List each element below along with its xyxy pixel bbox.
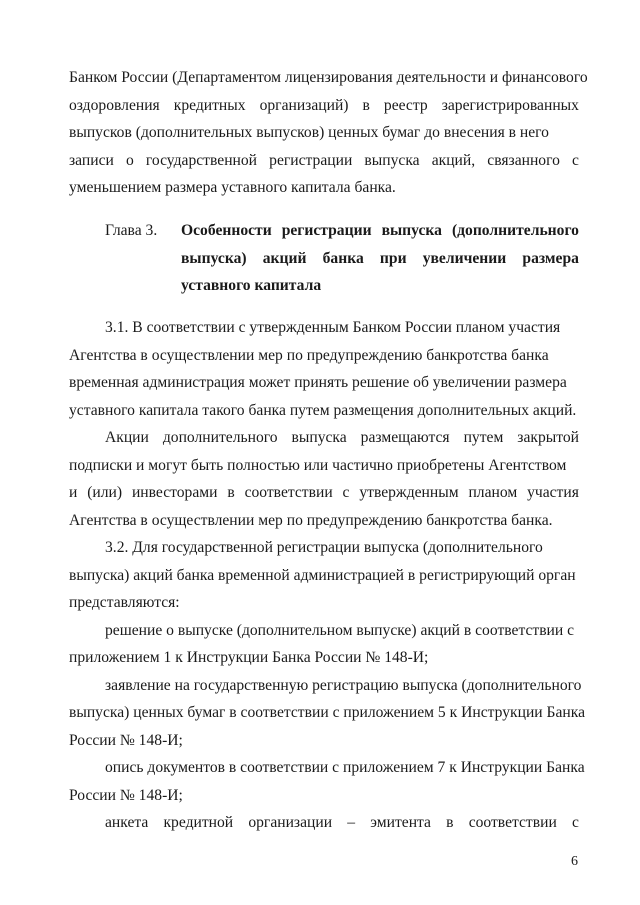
word: эмитента [370, 814, 431, 831]
word: (дополнительного [451, 222, 579, 239]
word: утвержденным [359, 484, 459, 501]
text-line [69, 402, 576, 420]
word: государственной [145, 152, 258, 169]
word: выпуска) [181, 250, 247, 267]
text-line [105, 759, 585, 777]
word: размещаются [360, 429, 450, 446]
word: заявление на государственную регистрацию выпуска (дополнительного [105, 677, 582, 694]
word: инвесторами [131, 484, 218, 501]
word: анкета [105, 814, 149, 831]
text-line [69, 512, 553, 530]
text-line [105, 429, 579, 447]
word: Агентства в осуществлении мер по предупреждению банкротства банка [69, 347, 549, 364]
word: временная администрация может принять решение об увеличении размера [69, 374, 567, 391]
word: приложением 1 к Инструкции Банка России № 148-И; [69, 649, 429, 666]
word: уставного капитала такого банка путем размещения дополнительных акций. [69, 402, 577, 419]
word: Акции [105, 429, 149, 446]
word: организации [248, 814, 333, 831]
word: зарегистрированных [441, 97, 579, 114]
text-line [69, 649, 428, 667]
text-line [105, 814, 579, 832]
word: организаций) [259, 97, 349, 114]
word: выпуска) акций банка временной администрацией в регистрирующий орган [69, 567, 576, 584]
word: соответствии [244, 484, 333, 501]
word: с [571, 814, 579, 831]
text-line [69, 787, 183, 805]
text-line [105, 319, 579, 337]
text-line [69, 567, 579, 585]
word: в [446, 814, 454, 831]
chapter-label-text: Глава 3. [105, 222, 158, 239]
word: в [227, 484, 235, 501]
word: регистрации [269, 152, 353, 169]
word: путем [463, 429, 504, 446]
text-line [69, 704, 586, 722]
word: закрытой [517, 429, 579, 446]
word: решение о выпуске (дополнительном выпуске) акций в соответствии с [105, 622, 575, 639]
word: и [69, 484, 78, 501]
word: подписки и могут быть полностью или частично приобретены Агентством [69, 457, 567, 474]
word: уставного капитала [181, 277, 322, 294]
word: выпуска [381, 222, 442, 239]
word: участия [527, 484, 579, 501]
word: выпуска) ценных бумаг в соответствии с приложением 5 к Инструкции Банка [69, 704, 586, 721]
word: увеличении [422, 250, 507, 267]
word: планом [468, 484, 518, 501]
word: выпуска [364, 152, 420, 169]
word: в [362, 97, 370, 114]
word: реестр [383, 97, 428, 114]
chapter-title-line [181, 277, 321, 295]
word: акций, [431, 152, 476, 169]
word: кредитных [173, 97, 246, 114]
text-line [69, 732, 183, 750]
chapter-title-line [181, 222, 579, 240]
word: России № 148-И; [69, 732, 183, 749]
word: соответствии [468, 814, 557, 831]
word: кредитной [163, 814, 234, 831]
text-line [105, 677, 582, 695]
word: размера [522, 250, 579, 267]
page-number-text: 6 [571, 854, 578, 869]
text-line [69, 457, 579, 475]
page-number [571, 854, 578, 870]
text-line [69, 97, 579, 115]
text-line [69, 347, 579, 365]
word: записи [69, 152, 114, 169]
word: акций [262, 250, 307, 267]
chapter-title-line [181, 250, 579, 268]
word: с [342, 484, 350, 501]
text-line [105, 622, 579, 640]
text-line [105, 539, 579, 557]
word: выпусков (дополнительных выпусков) ценных бумаг до внесения в него [69, 124, 549, 141]
text-line [69, 179, 396, 197]
text-line [69, 124, 579, 142]
text-line [69, 69, 588, 87]
text-line [69, 374, 579, 392]
text-line [69, 484, 579, 502]
chapter-label [105, 222, 157, 240]
word: Банком России (Департаментом лицензирования деятельности и финансового [69, 69, 588, 86]
word: Особенности [181, 222, 272, 239]
word: (или) [87, 484, 123, 501]
word: России № 148-И; [69, 787, 183, 804]
word: оздоровления [69, 97, 160, 114]
word: Агентства в осуществлении мер по предупреждению банкротства банка. [69, 512, 553, 529]
word: выпуска [291, 429, 347, 446]
word: уменьшением размера уставного капитала банка. [69, 179, 396, 196]
word: регистрации [281, 222, 372, 239]
word: с [572, 152, 579, 169]
word: связанного [487, 152, 560, 169]
text-line [69, 152, 579, 170]
word: банка [322, 250, 364, 267]
word: – [347, 814, 356, 831]
word: 3.2. Для государственной регистрации выпуска (дополнительного [105, 539, 543, 556]
word: опись документов в соответствии с приложением 7 к Инструкции Банка [105, 759, 585, 776]
word: дополнительного [162, 429, 278, 446]
word: представляются: [69, 594, 180, 611]
word: при [379, 250, 407, 267]
word: о [125, 152, 134, 169]
word: 3.1. В соответствии с утвержденным Банком России планом участия [105, 319, 561, 336]
text-line [69, 594, 180, 612]
